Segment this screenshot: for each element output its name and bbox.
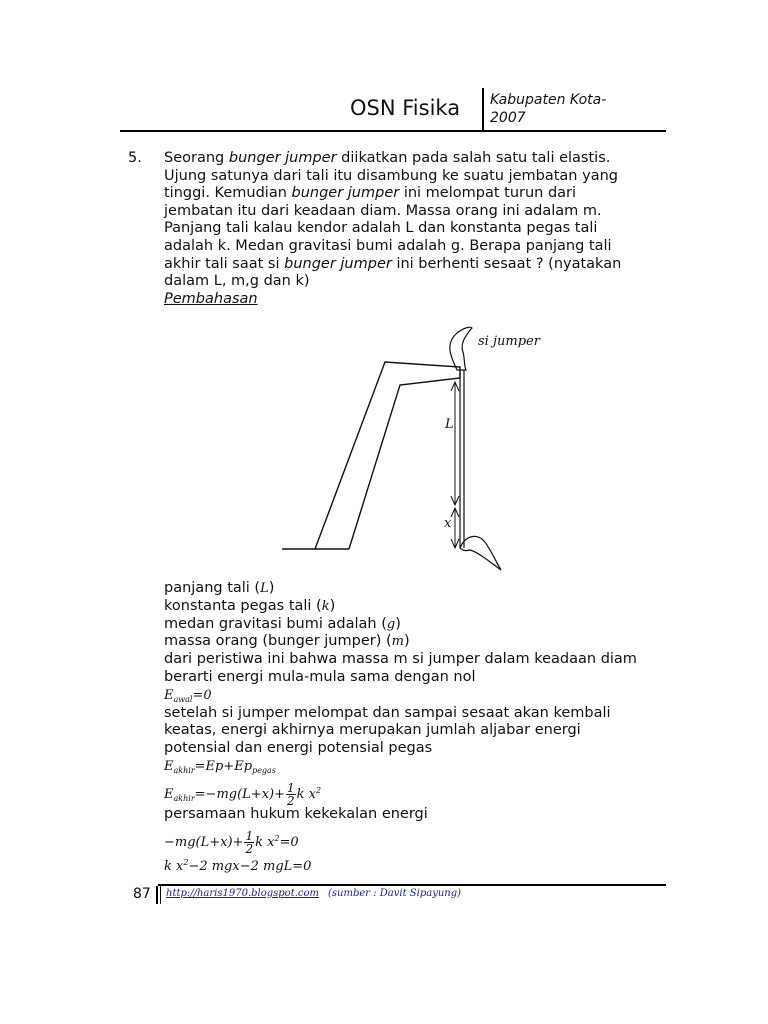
equation-quadratic: k $x^2-2$ mgx−2 mgL=0 xyxy=(164,857,312,874)
problem-line-5: Panjang tali kalau kendor adalah L dan konstanta pegas tali xyxy=(164,220,598,237)
footer-rule xyxy=(158,884,666,886)
solution-line-rope-length: panjang tali (L) xyxy=(164,580,275,596)
bridge-shape xyxy=(315,362,460,549)
solution-line-7: setelah si jumper melompat dan sampai sesaat akan kembali xyxy=(164,704,611,721)
solution-line-9: potensial dan energi potensial pegas xyxy=(164,740,433,757)
problem-line-7: akhir tali saat si bunger jumper ini berhenti sesaat ? (nyatakan xyxy=(164,255,622,272)
equation-e-awal: $E_{awal}=0$ xyxy=(164,687,212,704)
equation-e-akhir-sum: $E_{akhir}=Ep+Ep_{pegas}$ xyxy=(164,758,276,775)
equation-energy-conservation: −mg(L+x)+ $\frac{1}{2}$ k $x^2=0$ xyxy=(164,828,299,856)
problem-line-4: jembatan itu dari keadaan diam. Massa orang ini adalam m. xyxy=(164,202,602,219)
footer-source: (sumber : Davit Sipayung) xyxy=(328,888,462,899)
problem-line-3: tinggi. Kemudian bunger jumper ini melompat turun dari xyxy=(164,185,577,202)
header-subtitle-line2: 2007 xyxy=(490,110,526,126)
document-title: OSN Fisika xyxy=(350,96,461,120)
header-subtitle-line1: Kabupaten Kota- xyxy=(490,92,607,108)
jumper-figure-top xyxy=(450,327,472,370)
solution-body xyxy=(164,580,684,874)
label-x: x xyxy=(444,516,452,531)
solution-line-5: dari peristiwa ini bahwa massa m si jumper dalam keadaan diam xyxy=(164,651,637,668)
solution-line-mass: massa orang (bunger jumper) (m) xyxy=(164,633,410,650)
label-L: L xyxy=(445,417,454,432)
problem-statement xyxy=(164,150,674,308)
bungee-diagram xyxy=(270,320,570,580)
header-rule xyxy=(120,130,666,132)
page-number: 87 xyxy=(133,886,151,902)
problem-line-8: dalam L, m,g dan k) xyxy=(164,273,310,290)
footer-blog-link[interactable]: http://haris1970.blogspot.com xyxy=(166,888,320,899)
problem-number: 5. xyxy=(128,150,142,166)
pembahasan-heading: Pembahasan xyxy=(164,290,258,307)
solution-line-8: keatas, energi akhirnya merupakan jumlah aljabar energi xyxy=(164,722,581,739)
solution-line-10: persamaan hukum kekekalan energi xyxy=(164,805,428,822)
equation-e-akhir-expanded: $E_{akhir}=-mg(L+x)+$ $\frac{1}{2}$ k $x^2$ xyxy=(164,780,322,808)
footer-bar-thick xyxy=(156,886,158,904)
problem-line-6: adalah k. Medan gravitasi bumi adalah g. Berapa panjang tali xyxy=(164,237,612,254)
solution-line-gravity: medan gravitasi bumi adalah (g) xyxy=(164,615,401,632)
problem-line-2: Ujung satunya dari tali itu disambung ke suatu jembatan yang xyxy=(164,167,618,184)
solution-line-6: berarti energi mula-mula sama dengan nol xyxy=(164,668,476,685)
footer-bar-thin xyxy=(160,886,161,904)
label-si-jumper: si jumper xyxy=(478,334,540,349)
jumper-figure-bottom xyxy=(460,536,501,570)
solution-line-spring-constant: konstanta pegas tali (k) xyxy=(164,597,336,614)
header-divider xyxy=(482,88,484,130)
problem-line-1: Seorang bunger jumper diikatkan pada salah satu tali elastis. xyxy=(164,150,611,166)
